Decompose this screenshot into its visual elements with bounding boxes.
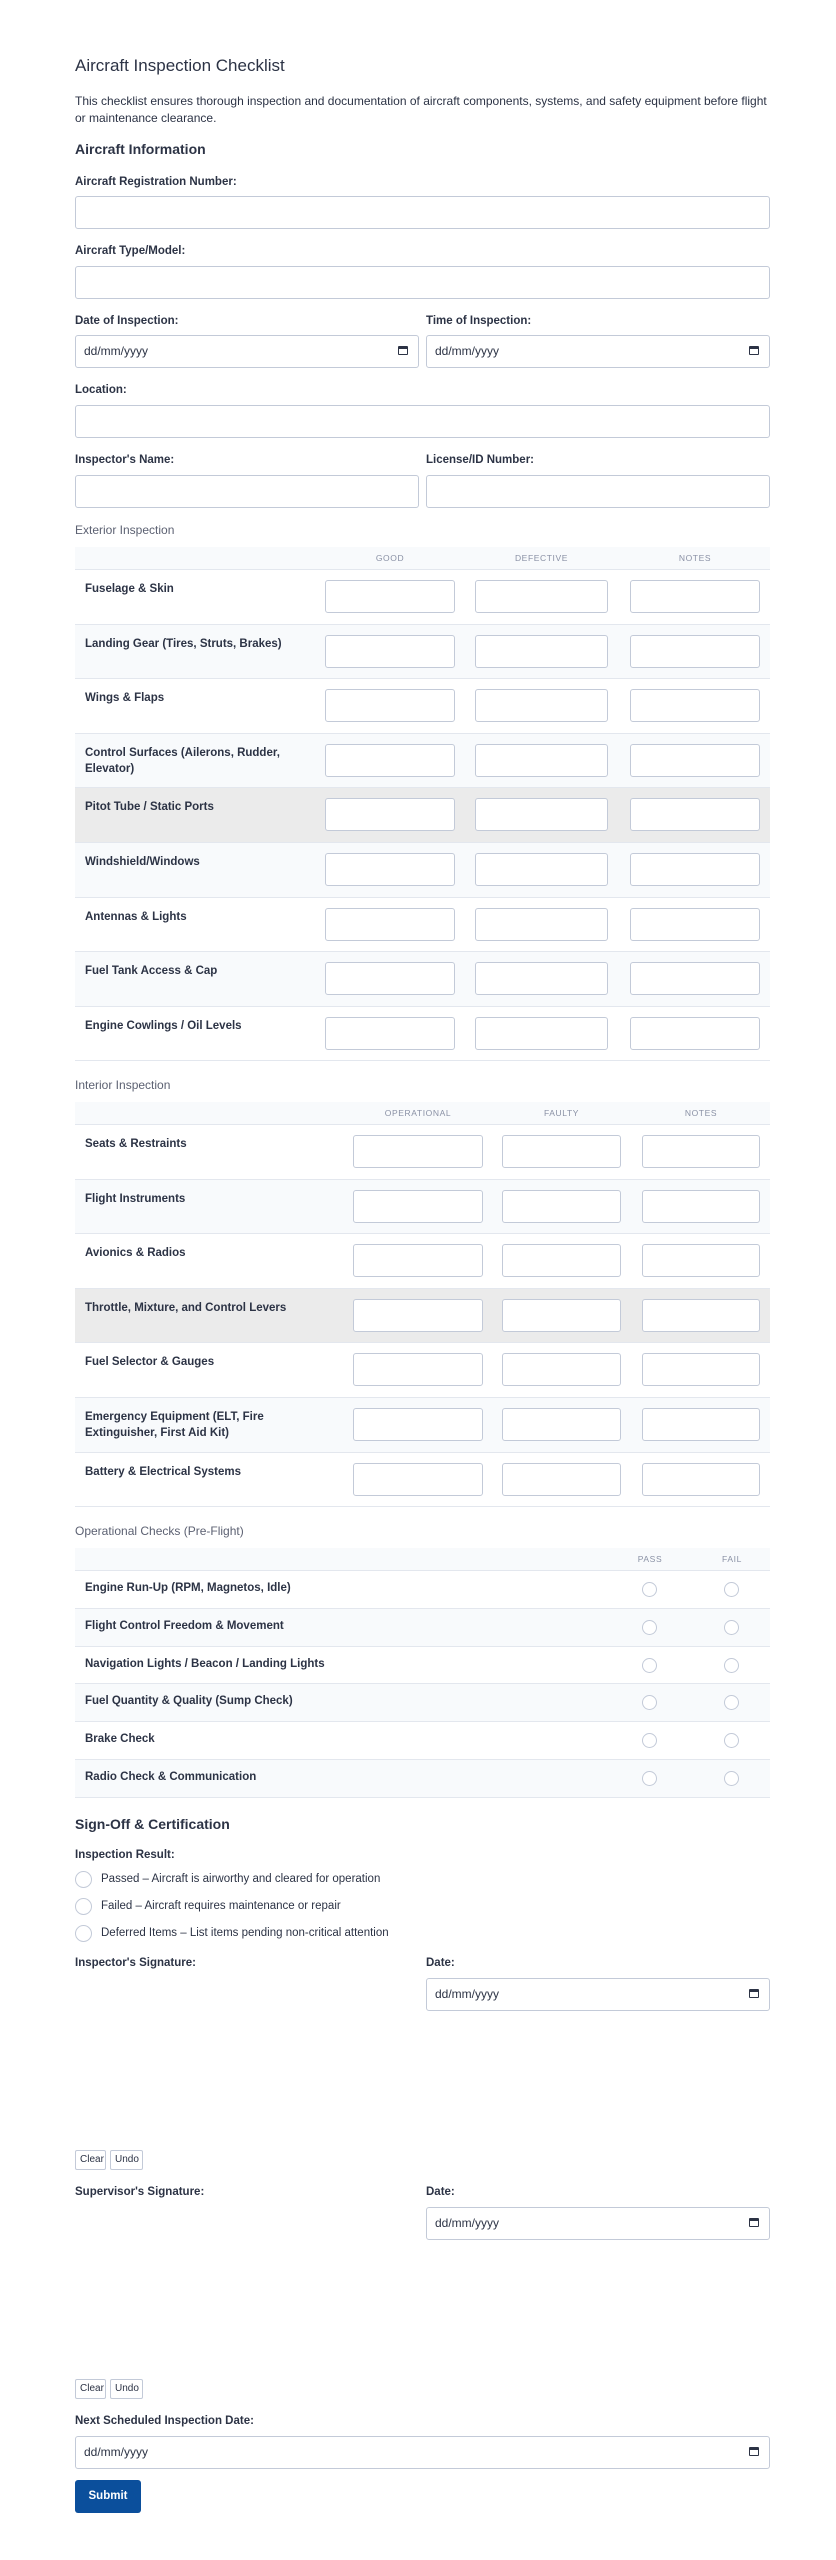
row-label: Flight Instruments [85,1192,186,1205]
row-label: Pitot Tube / Static Ports [85,801,214,814]
aircraft-type-input[interactable] [75,266,770,299]
column-header: NOTES [684,1108,718,1118]
aircraft-info-heading: Aircraft Information [75,141,206,157]
table-row [75,1609,770,1647]
fail-radio[interactable] [724,1582,739,1597]
table-row [75,1125,770,1180]
row-label: Throttle, Mixture, and Control Levers [85,1301,287,1314]
exterior-defective-input[interactable] [475,798,608,831]
table-row [75,1180,770,1235]
exterior-good-input[interactable] [325,580,455,613]
supervisor-sign-date-placeholder: dd/mm/yyyy [435,2216,500,2230]
interior-faulty-input[interactable] [502,1135,621,1168]
pass-radio[interactable] [642,1658,657,1673]
interior-notes-input[interactable] [642,1408,760,1441]
pass-radio[interactable] [642,1771,657,1786]
row-label: Windshield/Windows [85,856,200,868]
interior-notes-input[interactable] [642,1135,760,1168]
column-header: DEFECTIVE [514,553,569,563]
exterior-notes-input[interactable] [630,1017,760,1050]
pass-radio[interactable] [642,1620,657,1635]
location-label: Location: [75,384,127,396]
registration-label: Aircraft Registration Number: [75,176,237,188]
row-label: Battery & Electrical Systems [85,1465,241,1478]
license-id-input[interactable] [426,475,770,508]
table-row [75,1289,770,1344]
row-label: Control Surfaces (Ailerons, Rudder, Elevator) [85,746,280,775]
exterior-good-input[interactable] [325,1017,455,1050]
row-label: Fuselage & Skin [85,583,174,595]
interior-operational-input[interactable] [353,1135,483,1168]
supervisor-signature-label: Supervisor's Signature: [75,2186,205,2198]
table-row [75,1571,770,1609]
inspector-sign-date-label: Date: [426,1957,455,1969]
exterior-good-input[interactable] [325,962,455,995]
interior-heading: Interior Inspection [75,1078,171,1092]
inspector-signature-undo-button[interactable]: Undo [110,2150,143,2170]
pass-radio[interactable] [642,1695,657,1710]
result-option-label: Passed – Aircraft is airworthy and cleared for operation [101,1873,381,1885]
table-row [75,679,770,734]
form-description: This checklist ensures thorough inspection and documentation of aircraft components, systems, and safety equipment before flight or maintenance clearance. [75,94,767,125]
exterior-defective-input[interactable] [475,689,608,722]
fail-radio[interactable] [724,1695,739,1710]
interior-notes-input[interactable] [642,1463,760,1496]
table-row [75,625,770,680]
exterior-good-input[interactable] [325,635,455,668]
exterior-defective-input[interactable] [475,635,608,668]
exterior-notes-input[interactable] [630,635,760,668]
inspection-date-input[interactable] [75,335,419,368]
exterior-defective-input[interactable] [475,853,608,886]
submit-button[interactable]: Submit [75,2480,141,2513]
calendar-icon[interactable] [749,1989,759,1998]
inspector-sign-date-placeholder: dd/mm/yyyy [435,1987,500,2001]
interior-notes-input[interactable] [642,1353,760,1386]
row-label: Seats & Restraints [85,1138,187,1150]
table-row [75,1760,770,1798]
result-option-label: Failed – Aircraft requires maintenance or repair [101,1900,341,1912]
column-header: OPERATIONAL [384,1108,452,1118]
interior-faulty-input[interactable] [502,1408,621,1441]
pass-radio[interactable] [642,1733,657,1748]
calendar-icon[interactable] [749,346,759,355]
inspection-date-label: Date of Inspection: [75,315,179,327]
inspection-time-input[interactable] [426,335,770,368]
aircraft-type-label: Aircraft Type/Model: [75,245,186,257]
table-row [75,1722,770,1760]
exterior-good-input[interactable] [325,853,455,886]
calendar-icon[interactable] [398,346,408,355]
inspection-time-placeholder: dd/mm/yyyy [435,344,500,358]
column-header: GOOD [375,553,405,563]
radio-passed[interactable] [75,1871,92,1888]
exterior-good-input[interactable] [325,908,455,941]
interior-faulty-input[interactable] [502,1463,621,1496]
row-label: Wings & Flaps [85,692,165,705]
exterior-notes-input[interactable] [630,689,760,722]
table-row [75,734,770,789]
interior-faulty-input[interactable] [502,1244,621,1277]
interior-operational-input[interactable] [353,1463,483,1496]
exterior-good-input[interactable] [325,744,455,777]
inspector-sign-date-input[interactable] [426,1978,770,2011]
interior-table-header [75,1102,770,1125]
exterior-table-header [75,547,770,570]
fail-radio[interactable] [724,1658,739,1673]
exterior-defective-input[interactable] [475,1017,608,1050]
row-label: Engine Cowlings / Oil Levels [85,1019,242,1032]
row-label: Radio Check & Communication [85,1771,257,1783]
exterior-good-input[interactable] [325,689,455,722]
interior-operational-input[interactable] [353,1244,483,1277]
signoff-heading: Sign-Off & Certification [75,1816,230,1832]
interior-operational-input[interactable] [353,1190,483,1223]
operational-heading: Operational Checks (Pre-Flight) [75,1524,244,1538]
row-label: Fuel Selector & Gauges [85,1356,215,1369]
interior-operational-input[interactable] [353,1353,483,1386]
interior-operational-input[interactable] [353,1408,483,1441]
calendar-icon[interactable] [749,2218,759,2227]
column-header: NOTES [678,553,712,563]
fail-radio[interactable] [724,1733,739,1748]
pass-radio[interactable] [642,1582,657,1597]
row-label: Landing Gear (Tires, Struts, Brakes) [85,637,282,650]
exterior-notes-input[interactable] [630,962,760,995]
table-row [75,1453,770,1508]
fail-radio[interactable] [724,1620,739,1635]
radio-deferred[interactable] [75,1925,92,1942]
table-row [75,1234,770,1289]
next-inspection-date-input[interactable] [75,2436,770,2469]
exterior-notes-input[interactable] [630,580,760,613]
interior-operational-input[interactable] [353,1299,483,1332]
exterior-defective-input[interactable] [475,580,608,613]
row-label: Brake Check [85,1733,155,1746]
supervisor-signature-pad[interactable] [75,2204,415,2394]
interior-faulty-input[interactable] [502,1190,621,1223]
interior-faulty-input[interactable] [502,1299,621,1332]
interior-notes-input[interactable] [642,1244,760,1277]
result-option-label: Deferred Items – List items pending non-critical attention [101,1927,389,1939]
table-row [75,1398,770,1453]
row-label: Antennas & Lights [85,910,187,923]
exterior-notes-input[interactable] [630,798,760,831]
table-row [75,1007,770,1062]
inspection-result-label: Inspection Result: [75,1849,175,1861]
column-header: FAULTY [543,1108,580,1118]
table-row [75,1343,770,1398]
supervisor-sign-date-label: Date: [426,2186,455,2198]
column-header: PASS [637,1554,663,1564]
exterior-defective-input[interactable] [475,908,608,941]
table-row [75,952,770,1007]
inspection-time-label: Time of Inspection: [426,315,532,327]
exterior-notes-input[interactable] [630,744,760,777]
row-label: Engine Run-Up (RPM, Magnetos, Idle) [85,1582,291,1594]
table-row [75,843,770,898]
exterior-notes-input[interactable] [630,853,760,886]
inspection-date-placeholder: dd/mm/yyyy [84,344,149,358]
calendar-icon[interactable] [749,2447,759,2456]
inspector-signature-pad[interactable] [75,1975,415,2165]
supervisor-sign-date-input[interactable] [426,2207,770,2240]
exterior-notes-input[interactable] [630,908,760,941]
exterior-defective-input[interactable] [475,962,608,995]
interior-faulty-input[interactable] [502,1353,621,1386]
interior-notes-input[interactable] [642,1299,760,1332]
inspector-name-input[interactable] [75,475,419,508]
fail-radio[interactable] [724,1771,739,1786]
license-id-label: License/ID Number: [426,454,534,466]
next-inspection-date-label: Next Scheduled Inspection Date: [75,2415,254,2427]
next-inspection-date-placeholder: dd/mm/yyyy [84,2445,149,2459]
supervisor-signature-clear-button[interactable]: Clear [75,2379,106,2399]
operational-table-header [75,1548,770,1571]
location-input[interactable] [75,405,770,438]
table-row [75,788,770,843]
exterior-defective-input[interactable] [475,744,608,777]
column-header: FAIL [722,1554,742,1564]
row-label: Fuel Tank Access & Cap [85,965,218,978]
inspector-signature-label: Inspector's Signature: [75,1957,196,1969]
exterior-good-input[interactable] [325,798,455,831]
table-row [75,1684,770,1722]
inspector-name-label: Inspector's Name: [75,454,175,466]
exterior-heading: Exterior Inspection [75,523,175,537]
row-label: Emergency Equipment (ELT, Fire Extinguisher, First Aid Kit) [85,1411,264,1439]
row-label: Navigation Lights / Beacon / Landing Lights [85,1657,325,1670]
supervisor-signature-undo-button[interactable]: Undo [110,2379,143,2399]
row-label: Flight Control Freedom & Movement [85,1619,284,1632]
interior-notes-input[interactable] [642,1190,760,1223]
registration-input[interactable] [75,196,770,229]
inspector-signature-clear-button[interactable]: Clear [75,2150,106,2170]
row-label: Fuel Quantity & Quality (Sump Check) [85,1695,293,1708]
table-row [75,1647,770,1685]
form-title: Aircraft Inspection Checklist [75,56,285,75]
radio-failed[interactable] [75,1898,92,1915]
table-row [75,570,770,625]
table-row [75,898,770,953]
row-label: Avionics & Radios [85,1247,186,1260]
